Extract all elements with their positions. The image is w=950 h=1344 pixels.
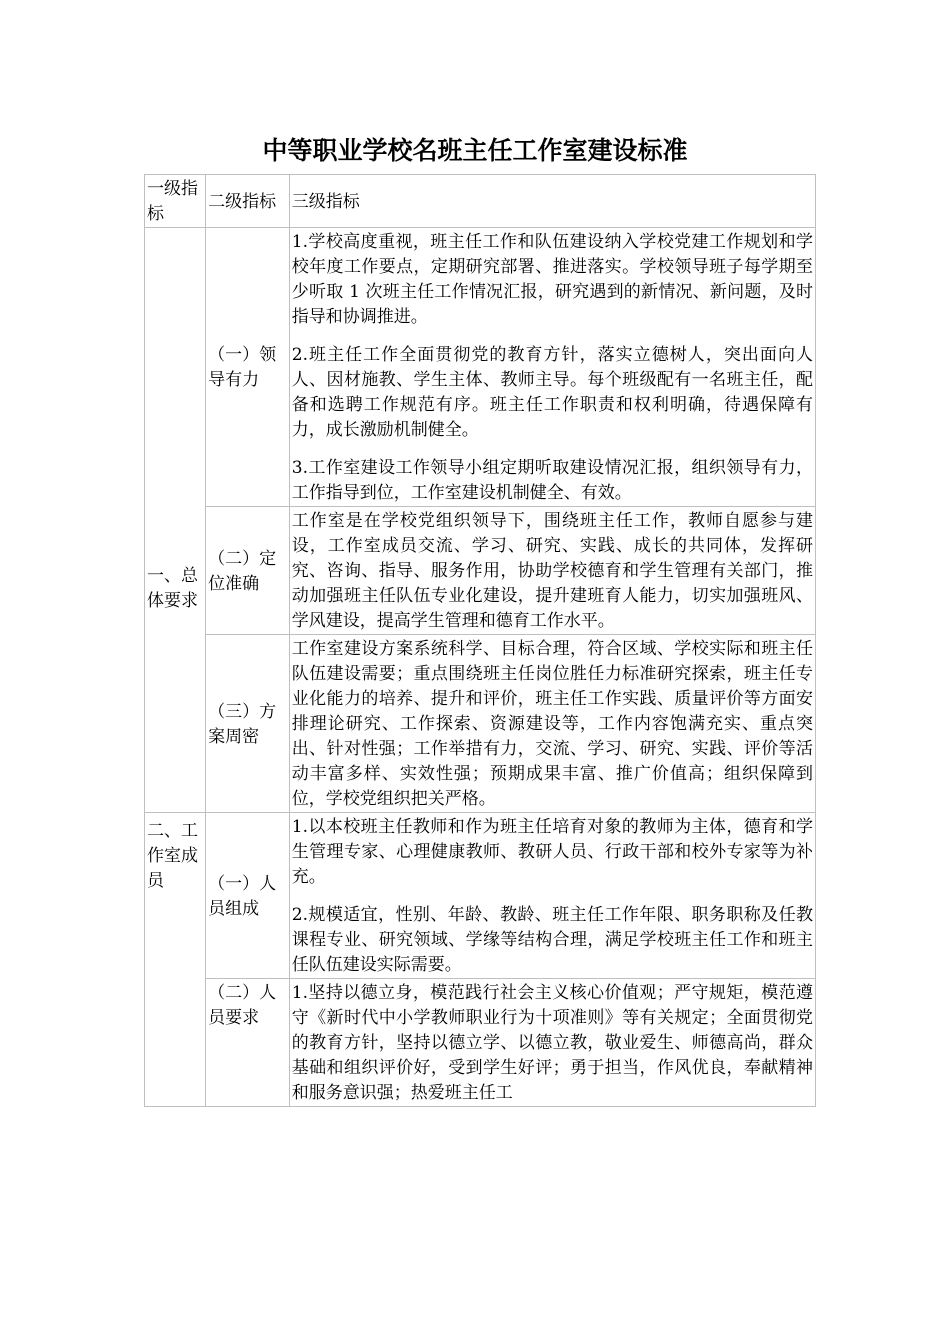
indicator-item: 2.规模适宜，性别、年龄、教龄、班主任工作年限、职务职称及任教课程专业、研究领域、学缘等结构合理，满足学校班主任工作和班主任队伍建设实际需要。 (291, 905, 813, 975)
standards-table (144, 174, 816, 1107)
level3-cell (289, 635, 815, 813)
level2-cell: （二）定位准确 (206, 507, 290, 635)
page-title: 中等职业学校名班主任工作室建设标准 (262, 136, 688, 165)
table-row (145, 228, 816, 507)
level2-cell: （一）人员组成 (206, 813, 290, 979)
level3-cell (289, 979, 815, 1107)
indicator-item: 工作室建设方案系统科学、目标合理，符合区域、学校实际和班主任队伍建设需要；重点围绕班主任岗位胜任力标准研究探索，班主任专业化能力的培养、提升和评价，班主任工作实践、质量评价等方面安排理论研究、工作探索、资源建设等，工作内容饱满充实、重点突出、针对性强；工作举措有力，交流、学习、研究、实践、评价等活动丰富多样、实效性强；预期成果丰富、推广价值高；组织保障到位，学校党组织把关严格。 (291, 639, 813, 809)
level1-cell: 一、总体要求 (145, 228, 206, 813)
indicator-item: 2.班主任工作全面贯彻党的教育方针，落实立德树人，突出面向人人、因材施教、学生主体、教师主导。每个班级配有一名班主任，配备和选聘工作规范有序。班主任工作职责和权利明确，待遇保障有力，成长激励机制健全。 (291, 345, 813, 440)
level3-cell (289, 228, 815, 507)
level1-cell: 二、工作室成员 (145, 813, 206, 1107)
level3-cell (289, 507, 815, 635)
level3-cell (289, 813, 815, 979)
header-level2: 二级指标 (206, 175, 290, 228)
indicator-item: 3.工作室建设工作领导小组定期听取建设情况汇报，组织领导有力，工作指导到位，工作室建设机制健全、有效。 (291, 458, 813, 503)
indicator-item: 1.坚持以德立身，模范践行社会主义核心价值观；严守规矩，模范遵守《新时代中小学教师职业行为十项准则》等有关规定；全面贯彻党的教育方针，坚持以德立学、以德立教，敬业爱生、师德高尚，群众基础和组织评价好，受到学生好评；勇于担当，作风优良，奉献精神和服务意识强；热爱班主任工 (291, 983, 813, 1103)
header-level3: 三级指标 (289, 175, 815, 228)
table-row (145, 635, 816, 813)
level2-cell: （二）人员要求 (206, 979, 290, 1107)
header-level1: 一级指标 (145, 175, 206, 228)
table-row (145, 507, 816, 635)
table-header-row (145, 175, 816, 228)
table-row (145, 813, 816, 979)
level2-cell: （一）领导有力 (206, 228, 290, 507)
indicator-item: 工作室是在学校党组织领导下，围绕班主任工作，教师自愿参与建设，工作室成员交流、学习、研究、实践、成长的共同体，发挥研究、咨询、指导、服务作用，协助学校德育和学生管理有关部门，推动加强班主任队伍专业化建设，提升建班育人能力，切实加强班风、学风建设，提高学生管理和德育工作水平。 (291, 511, 813, 631)
indicator-item: 1.以本校班主任教师和作为班主任培育对象的教师为主体，德育和学生管理专家、心理健康教师、教研人员、行政干部和校外专家等为补充。 (291, 817, 813, 887)
indicator-item: 1.学校高度重视，班主任工作和队伍建设纳入学校党建工作规划和学校年度工作要点，定期研究部署、推进落实。学校领导班子每学期至少听取 1 次班主任工作情况汇报，研究遇到的新情况、新问题，及时指导和协调推进。 (291, 232, 813, 327)
table-row (145, 979, 816, 1107)
level2-cell: （三）方案周密 (206, 635, 290, 813)
